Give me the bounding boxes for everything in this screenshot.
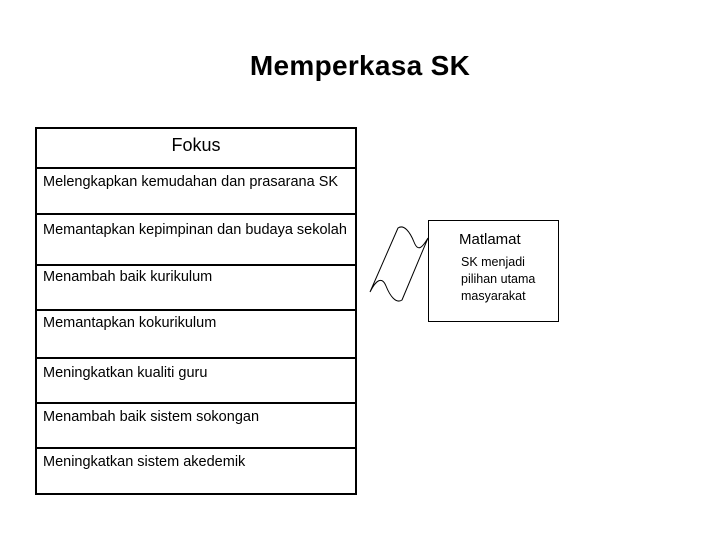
matlamat-title: Matlamat xyxy=(459,231,521,248)
connector-wave-shape xyxy=(368,226,430,302)
fokus-divider xyxy=(37,402,355,404)
fokus-item-prasarana: Melengkapkan kemudahan dan prasarana SK xyxy=(43,174,339,190)
fokus-box xyxy=(35,127,357,495)
fokus-divider xyxy=(37,357,355,359)
fokus-item-sistem-akedemik: Meningkatkan sistem akedemik xyxy=(43,454,246,470)
fokus-divider xyxy=(37,264,355,266)
fokus-item-kurikulum: Menambah baik kurikulum xyxy=(43,269,213,285)
fokus-item-kokurikulum: Memantapkan kokurikulum xyxy=(43,315,217,331)
fokus-divider xyxy=(37,309,355,311)
fokus-item-sistem-sokongan: Menambah baik sistem sokongan xyxy=(43,409,260,425)
fokus-item-kualiti-guru: Meningkatkan kualiti guru xyxy=(43,365,208,381)
fokus-divider xyxy=(37,213,355,215)
page-title: Memperkasa SK xyxy=(249,50,471,81)
fokus-header: Fokus xyxy=(37,129,355,169)
matlamat-description: SK menjadi pilihan utama masyarakat xyxy=(461,255,536,303)
matlamat-box xyxy=(428,220,559,322)
fokus-divider xyxy=(37,447,355,449)
fokus-item-kepimpinan: Memantapkan kepimpinan dan budaya sekolah xyxy=(43,222,347,238)
